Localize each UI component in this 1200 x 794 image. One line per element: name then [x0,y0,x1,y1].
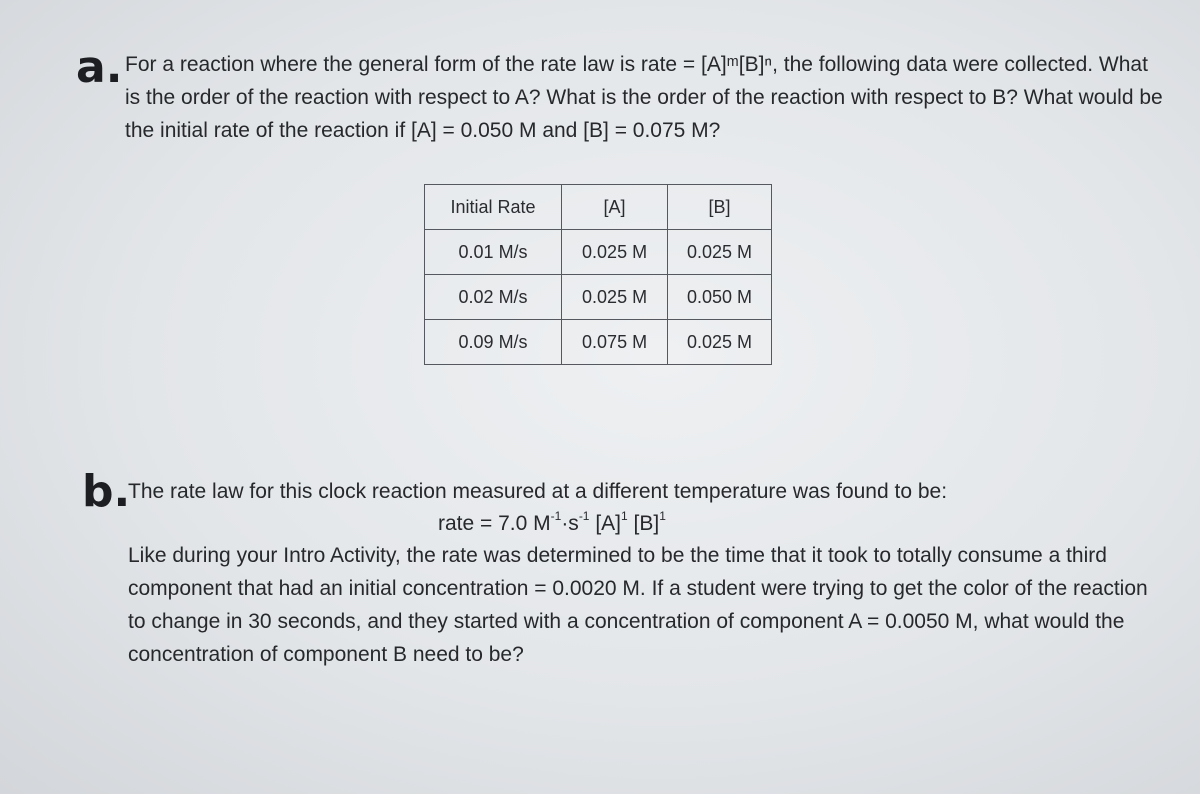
table-row [425,275,772,320]
header-conc-b: [B] [668,185,772,230]
rate-data-table [424,184,772,365]
rate-law-prefix: rate = 7.0 M [438,512,551,535]
cell-initial-rate: 0.01 M/s [425,230,562,275]
table-header-row [425,185,772,230]
rate-law-exp-m: -1 [550,509,562,523]
table-row [425,320,772,365]
rate-law-b-exp: 1 [659,509,666,523]
question-b-text: Like during your Intro Activity, the rate was determined to be the time that it took to totally consume a third component that had an initial concentration = 0.0020 M. If a student were trying to get the color of the reaction to change in 30 seconds, and they started with a concentration of component A = 0.0050 M, what would the concentration of component B need to be? [128,544,1148,666]
rate-law-a-term: [A] [589,512,621,535]
rate-law-exp-s: -1 [578,509,590,523]
rate-law-mid: ·s [561,512,579,535]
cell-conc-b: 0.025 M [668,320,772,365]
rate-law-b-term: [B] [627,512,660,535]
rate-law-equation [438,507,938,540]
rate-law-a-exp: 1 [621,509,628,523]
cell-conc-b: 0.050 M [668,275,772,320]
header-conc-a: [A] [562,185,668,230]
question-a-marker: a. [76,42,123,93]
question-a-text: For a reaction where the general form of the rate law is rate = [A]ᵐ[B]ⁿ, the following data were collected. What is the order of the reaction with respect to A? What is the order of the reaction with respect to B? What would be the initial rate of the reaction if [A] = 0.050 M and [B] = 0.075 M? [125,53,1163,142]
cell-conc-a: 0.025 M [562,275,668,320]
question-b-marker: b. [82,466,131,517]
cell-conc-a: 0.075 M [562,320,668,365]
cell-conc-a: 0.025 M [562,230,668,275]
cell-conc-b: 0.025 M [668,230,772,275]
cell-initial-rate: 0.02 M/s [425,275,562,320]
question-b-intro: The rate law for this clock reaction measured at a different temperature was found to be: [128,480,948,503]
header-initial-rate: Initial Rate [425,185,562,230]
table-row [425,230,772,275]
cell-initial-rate: 0.09 M/s [425,320,562,365]
